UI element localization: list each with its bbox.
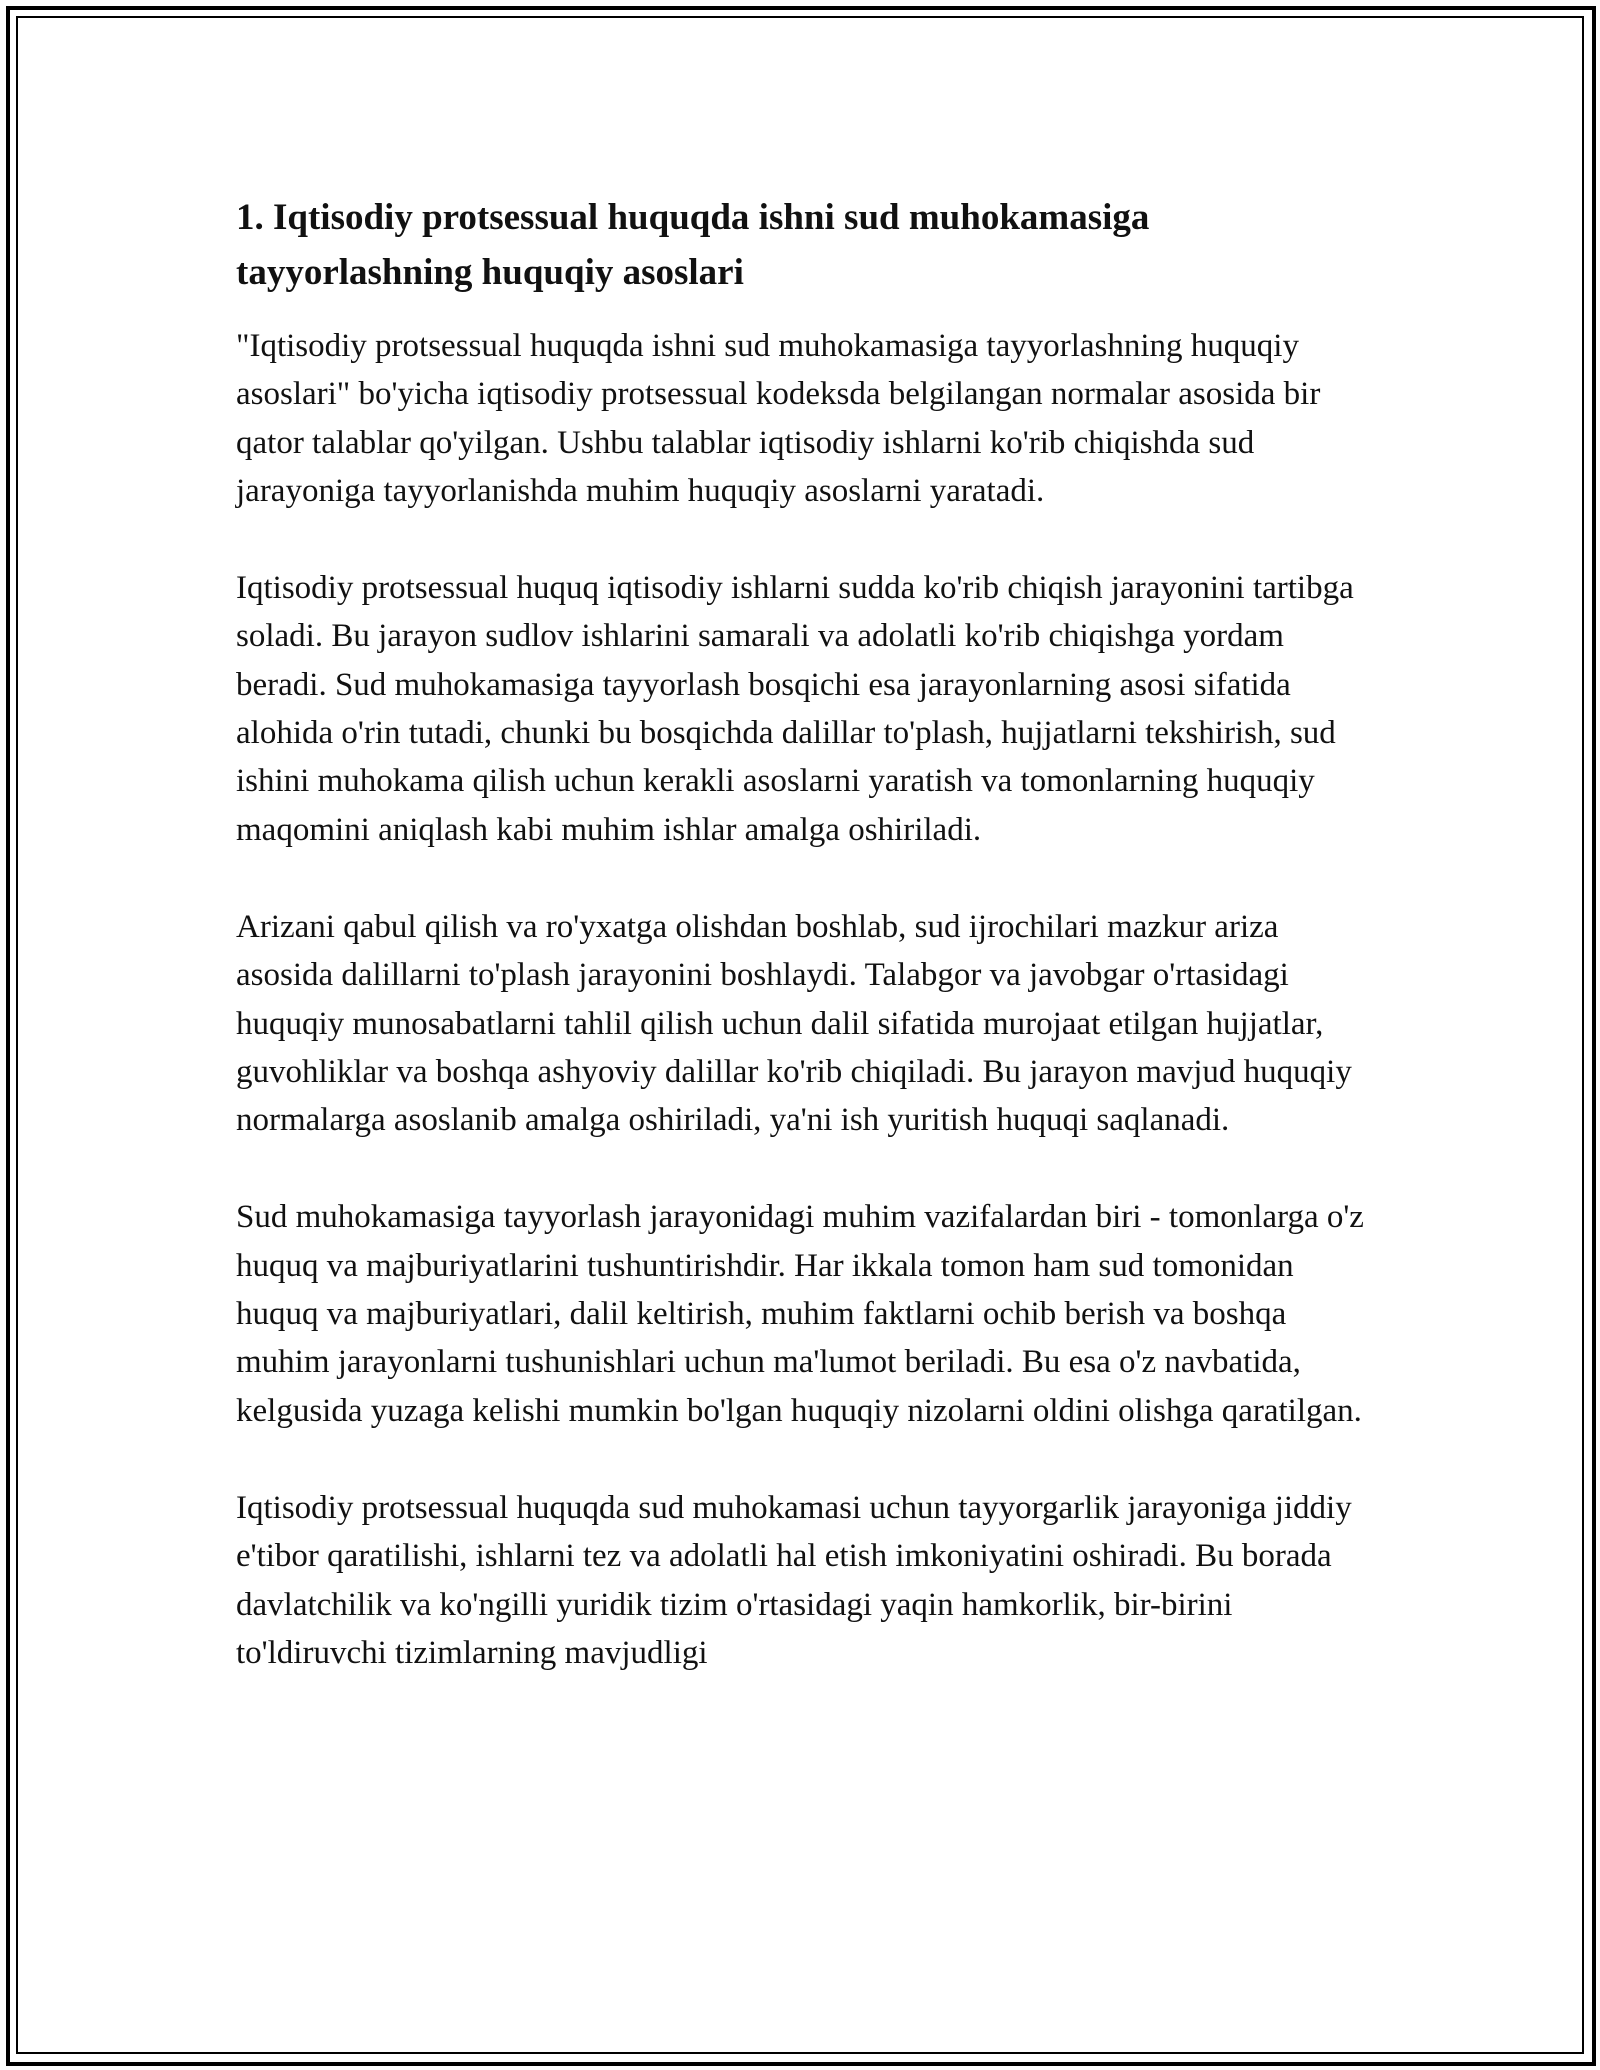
paragraph-5: Iqtisodiy protsessual huquqda sud muhokamasi uchun tayyorgarlik jarayoniga jiddiy e'tibor qaratilishi, ishlarni tez va adolatli hal etish imkoniyatini oshiradi. Bu borada davlatchilik va ko'ngilli yuridik tizim o'rtasidagi yaqin hamkorlik, bir-birini to'ldiruvchi tizimlarning mavjudligi <box>236 1489 1352 1671</box>
section-heading: 1. Iqtisodiy protsessual huquqda ishni sud muhokamasiga tayyorlashning huquqiy asoslari <box>236 197 1150 293</box>
paragraph-1: "Iqtisodiy protsessual huquqda ishni sud muhokamasiga tayyorlashning huquqiy asoslari" bo'yicha iqtisodiy protsessual kodeksda belgilangan normalar asosida bir qator talablar qo'yilgan. Ushbu talablar iqtisodiy ishlarni ko'rib chiqishda sud jarayoniga tayyorlanishda muhim huquqiy asoslarni yaratadi. <box>236 328 1321 509</box>
document-body <box>236 190 1376 1726</box>
paragraph-2: Iqtisodiy protsessual huquq iqtisodiy ishlarni sudda ko'rib chiqish jarayonini tartibga soladi. Bu jarayon sudlov ishlarini samarali va adolatli ko'rib chiqishga yordam beradi. Sud muhokamasiga tayyorlash bosqichi esa jarayonlarning asosi sifatida alohida o'rin tutadi, chunki bu bosqichda dalillar to'plash, hujjatlarni tekshirish, sud ishini muhokama qilish uchun kerakli asoslarni yaratish va tomonlarning huquqiy maqomini aniqlash kabi muhim ishlar amalga oshiriladi. <box>236 570 1354 848</box>
paragraph-4: Sud muhokamasiga tayyorlash jarayonidagi muhim vazifalardan biri - tomonlarga o'z huquq va majburiyatlarini tushuntirishdir. Har ikkala tomon ham sud tomonidan huquq va majburiyatlari, dalil keltirish, muhim faktlarni ochib berish va boshqa muhim jarayonlarni tushunishlari uchun ma'lumot beriladi. Bu esa o'z navbatida, kelgusida yuzaga kelishi mumkin bo'lgan huquqiy nizolarni oldini olishga qaratilgan. <box>236 1199 1364 1429</box>
paragraph-3: Arizani qabul qilish va ro'yxatga olishdan boshlab, sud ijrochilari mazkur ariza asosida dalillarni to'plash jarayonini boshlaydi. Talabgor va javobgar o'rtasidagi huquqiy munosabatlarni tahlil qilish uchun dalil sifatida murojaat etilgan hujjatlar, guvohliklar va boshqa ashyoviy dalillar ko'rib chiqiladi. Bu jarayon mavjud huquqiy normalarga asoslanib amalga oshiriladi, ya'ni ish yuritish huquqi saqlanadi. <box>236 908 1352 1139</box>
